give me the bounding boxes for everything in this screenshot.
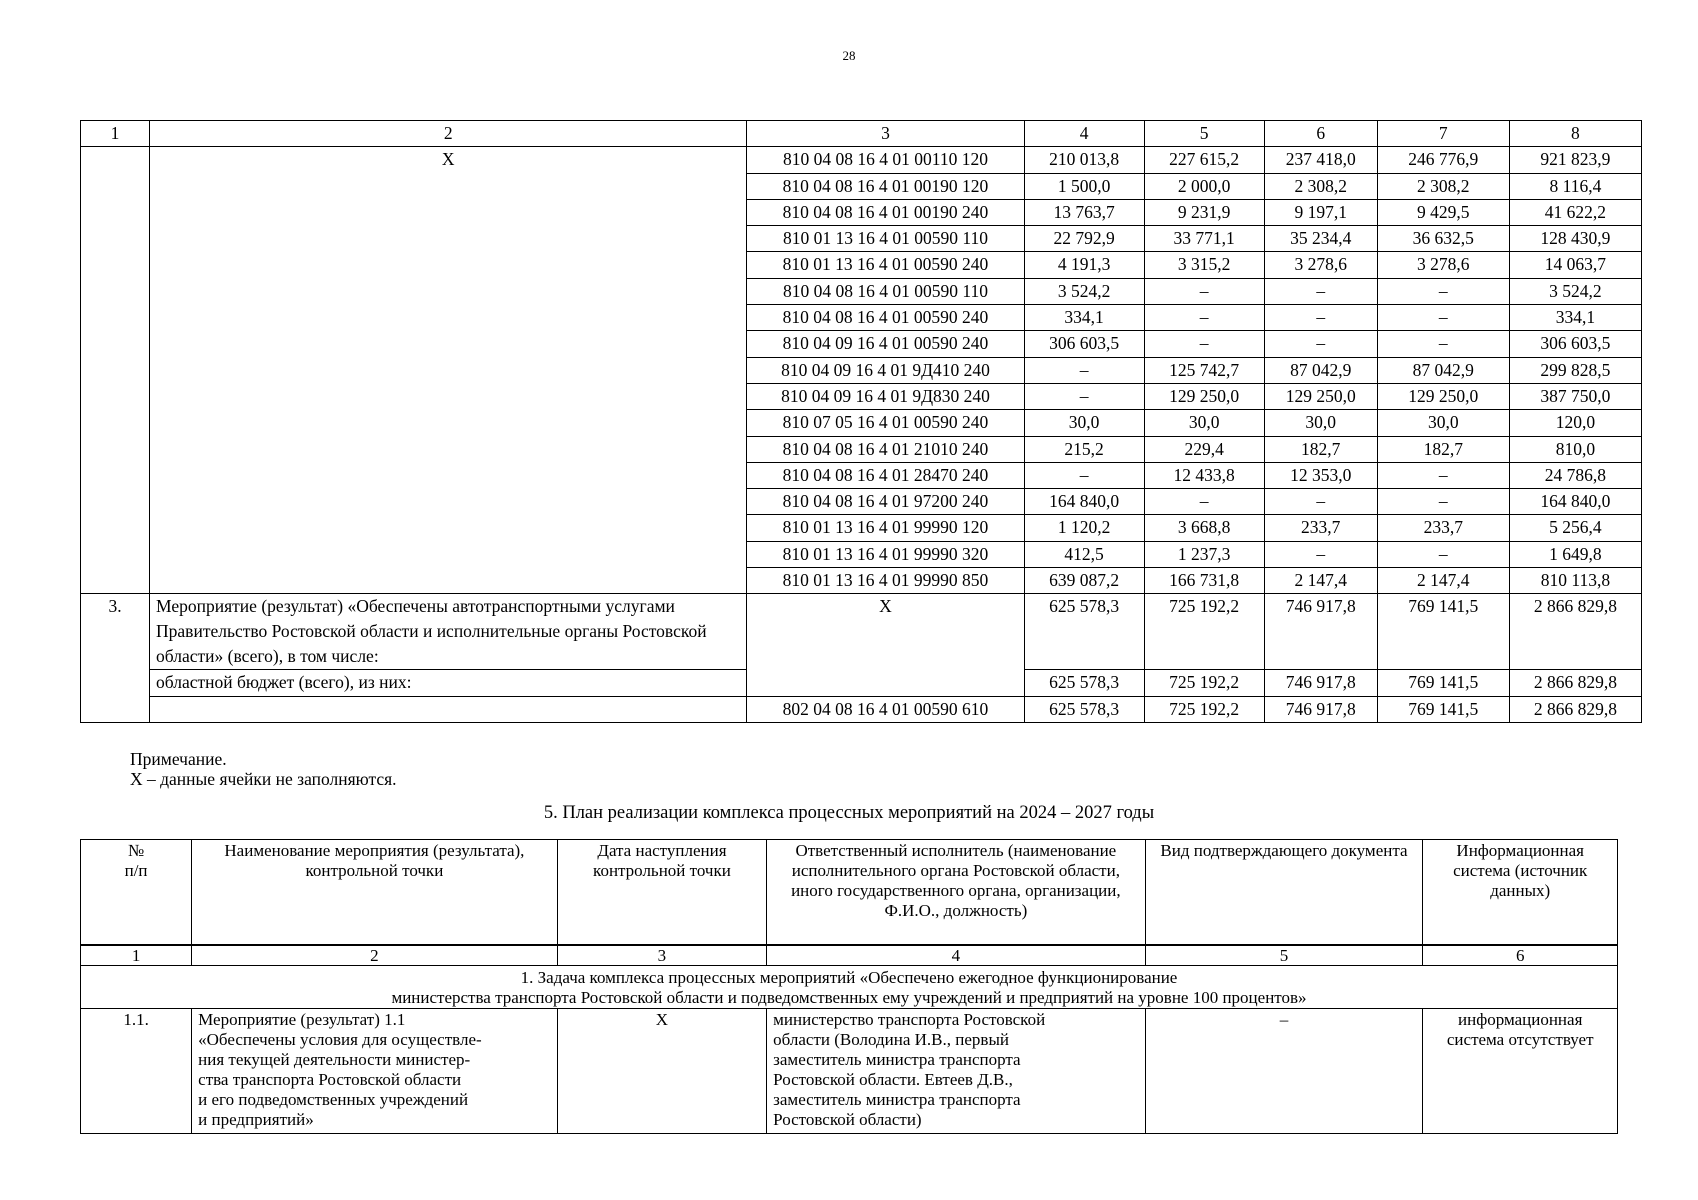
value-cell: – xyxy=(1024,357,1144,383)
value-cell: 769 141,5 xyxy=(1377,670,1509,696)
value-cell: – xyxy=(1144,305,1264,331)
value-cell: – xyxy=(1144,331,1264,357)
value-cell: 14 063,7 xyxy=(1509,252,1641,278)
value-cell: 769 141,5 xyxy=(1377,696,1509,722)
row-executor-line: министерство транспорта Ростовской xyxy=(773,1010,1046,1029)
value-cell: 5 256,4 xyxy=(1509,515,1641,541)
column-number: 5 xyxy=(1145,945,1423,966)
value-cell: 210 013,8 xyxy=(1024,147,1144,173)
value-cell: 166 731,8 xyxy=(1144,568,1264,594)
page-number: 28 xyxy=(842,48,856,63)
budget-code: 810 04 08 16 4 01 00590 240 xyxy=(747,305,1024,331)
budget-code: 810 07 05 16 4 01 00590 240 xyxy=(747,410,1024,436)
value-cell: 2 866 829,8 xyxy=(1509,696,1641,722)
value-cell: 33 771,1 xyxy=(1144,226,1264,252)
value-cell: 299 828,5 xyxy=(1509,357,1641,383)
value-cell: – xyxy=(1264,278,1377,304)
row-name-line: «Обеспечены условия для осуществле- xyxy=(198,1030,482,1049)
value-cell: 810,0 xyxy=(1509,436,1641,462)
row-executor-line: заместитель министра транспорта xyxy=(773,1050,1021,1069)
budget-code: 810 04 08 16 4 01 00190 240 xyxy=(747,199,1024,225)
value-cell: – xyxy=(1377,278,1509,304)
table-row xyxy=(81,147,1642,173)
section-title: 5. План реализации комплекса процессных мероприятий на 2024 – 2027 годы xyxy=(543,803,1155,823)
row-document: – xyxy=(1145,1009,1423,1134)
row-executor-line: области (Володина И.В., первый xyxy=(773,1030,1009,1049)
header-info-system: Информационная система (источник данных) xyxy=(1423,840,1618,946)
value-cell: 12 433,8 xyxy=(1144,462,1264,488)
row-name-line: Мероприятие (результат) 1.1 xyxy=(198,1010,406,1029)
column-number: 3 xyxy=(747,121,1024,147)
value-cell: 2 147,4 xyxy=(1264,568,1377,594)
column-number: 4 xyxy=(767,945,1145,966)
row-info-system xyxy=(1423,1009,1618,1134)
column-number: 4 xyxy=(1024,121,1144,147)
value-cell: 769 141,5 xyxy=(1377,594,1509,670)
budget-code: 810 04 09 16 4 01 9Д830 240 xyxy=(747,383,1024,409)
budget-code: 810 04 08 16 4 01 28470 240 xyxy=(747,462,1024,488)
budget-code: 810 01 13 16 4 01 00590 240 xyxy=(747,252,1024,278)
budget-code: 810 01 13 16 4 01 99990 320 xyxy=(747,541,1024,567)
table2-header-row xyxy=(81,840,1618,946)
value-cell: 625 578,3 xyxy=(1024,594,1144,670)
value-cell: 22 792,9 xyxy=(1024,226,1144,252)
value-cell: 3 668,8 xyxy=(1144,515,1264,541)
value-cell: – xyxy=(1264,489,1377,515)
value-cell: 1 237,3 xyxy=(1144,541,1264,567)
value-cell: 746 917,8 xyxy=(1264,696,1377,722)
table-row xyxy=(81,696,1642,722)
column-number: 6 xyxy=(1264,121,1377,147)
item-code: X xyxy=(747,594,1024,696)
header-date: Дата наступления контрольной точки xyxy=(557,840,766,946)
value-cell: 2 866 829,8 xyxy=(1509,594,1641,670)
row-name xyxy=(192,1009,558,1134)
header-executor: Ответственный исполнитель (наименование исполнительного органа Ростовской области, иного государственного органа, организации, Ф.И.О., должность) xyxy=(767,840,1145,946)
header-number: № п/п xyxy=(81,840,192,946)
value-cell: 2 308,2 xyxy=(1377,173,1509,199)
value-cell: – xyxy=(1377,541,1509,567)
value-cell: 3 524,2 xyxy=(1024,278,1144,304)
budget-code: 810 04 08 16 4 01 00190 120 xyxy=(747,173,1024,199)
row-number-cell xyxy=(81,147,150,594)
row-info-system-line: информационная xyxy=(1458,1010,1583,1029)
row-info-system-line: система отсутствует xyxy=(1446,1030,1594,1049)
value-cell: 625 578,3 xyxy=(1024,696,1144,722)
value-cell: 306 603,5 xyxy=(1509,331,1641,357)
column-number: 1 xyxy=(81,121,150,147)
row-name-line: и предприятий» xyxy=(198,1110,314,1129)
column-number: 1 xyxy=(81,945,192,966)
value-cell: 215,2 xyxy=(1024,436,1144,462)
column-number: 2 xyxy=(192,945,558,966)
financing-table xyxy=(80,120,1642,723)
value-cell: 2 000,0 xyxy=(1144,173,1264,199)
row-executor-line: Ростовской области) xyxy=(773,1110,922,1129)
value-cell: 810 113,8 xyxy=(1509,568,1641,594)
task-row xyxy=(81,966,1618,1009)
column-number: 8 xyxy=(1509,121,1641,147)
value-cell: 13 763,7 xyxy=(1024,199,1144,225)
header-document: Вид подтверждающего документа xyxy=(1145,840,1423,946)
value-cell: 2 866 829,8 xyxy=(1509,670,1641,696)
value-cell: 87 042,9 xyxy=(1264,357,1377,383)
row-name-line: и его подведомственных учреждений xyxy=(198,1090,469,1109)
row-name-line: ства транспорта Ростовской области xyxy=(198,1070,462,1089)
value-cell: 237 418,0 xyxy=(1264,147,1377,173)
empty-cell xyxy=(150,696,747,722)
value-cell: 1 120,2 xyxy=(1024,515,1144,541)
value-cell: – xyxy=(1144,278,1264,304)
value-cell: 9 197,1 xyxy=(1264,199,1377,225)
budget-code: 810 01 13 16 4 01 00590 110 xyxy=(747,226,1024,252)
budget-code: 810 04 08 16 4 01 00110 120 xyxy=(747,147,1024,173)
value-cell: – xyxy=(1377,462,1509,488)
table-row xyxy=(81,1009,1618,1134)
row-executor xyxy=(767,1009,1145,1134)
value-cell: 387 750,0 xyxy=(1509,383,1641,409)
item-number: 3. xyxy=(81,594,150,723)
budget-code: 810 01 13 16 4 01 99990 120 xyxy=(747,515,1024,541)
budget-code: 810 04 09 16 4 01 9Д410 240 xyxy=(747,357,1024,383)
value-cell: 334,1 xyxy=(1509,305,1641,331)
note xyxy=(130,749,397,789)
value-cell: 2 308,2 xyxy=(1264,173,1377,199)
value-cell: – xyxy=(1377,489,1509,515)
value-cell: 36 632,5 xyxy=(1377,226,1509,252)
value-cell: 120,0 xyxy=(1509,410,1641,436)
value-cell: – xyxy=(1264,305,1377,331)
row-number: 1.1. xyxy=(81,1009,192,1134)
value-cell: 246 776,9 xyxy=(1377,147,1509,173)
item3-row xyxy=(81,594,1642,670)
value-cell: – xyxy=(1144,489,1264,515)
value-cell: 3 524,2 xyxy=(1509,278,1641,304)
value-cell: – xyxy=(1377,331,1509,357)
value-cell: 129 250,0 xyxy=(1264,383,1377,409)
value-cell: 4 191,3 xyxy=(1024,252,1144,278)
value-cell: – xyxy=(1024,462,1144,488)
row-executor-line: заместитель министра транспорта xyxy=(773,1090,1021,1109)
value-cell: 229,4 xyxy=(1144,436,1264,462)
budget-code: 810 01 13 16 4 01 99990 850 xyxy=(747,568,1024,594)
value-cell: 3 315,2 xyxy=(1144,252,1264,278)
regional-budget-label: областной бюджет (всего), из них: xyxy=(150,670,747,696)
note-text: Х – данные ячейки не заполняются. xyxy=(130,769,397,789)
value-cell: 87 042,9 xyxy=(1377,357,1509,383)
note-title: Примечание. xyxy=(130,749,227,769)
budget-code: 810 04 08 16 4 01 00590 110 xyxy=(747,278,1024,304)
value-cell: 30,0 xyxy=(1264,410,1377,436)
value-cell: 129 250,0 xyxy=(1144,383,1264,409)
budget-code: 810 04 08 16 4 01 21010 240 xyxy=(747,436,1024,462)
value-cell: – xyxy=(1024,383,1144,409)
value-cell: 35 234,4 xyxy=(1264,226,1377,252)
value-cell: 3 278,6 xyxy=(1377,252,1509,278)
value-cell: 182,7 xyxy=(1377,436,1509,462)
value-cell: 412,5 xyxy=(1024,541,1144,567)
value-cell: 30,0 xyxy=(1144,410,1264,436)
row-executor-line: Ростовской области. Евтеев Д.В., xyxy=(773,1070,1013,1089)
value-cell: 1 649,8 xyxy=(1509,541,1641,567)
column-number: 3 xyxy=(557,945,766,966)
value-cell: 746 917,8 xyxy=(1264,594,1377,670)
column-number: 5 xyxy=(1144,121,1264,147)
task-heading-line: 1. Задача комплекса процессных мероприятий «Обеспечено ежегодное функционирование xyxy=(520,968,1178,987)
value-cell: 12 353,0 xyxy=(1264,462,1377,488)
value-cell: 24 786,8 xyxy=(1509,462,1641,488)
column-number: 7 xyxy=(1377,121,1509,147)
value-cell: 30,0 xyxy=(1377,410,1509,436)
value-cell: 125 742,7 xyxy=(1144,357,1264,383)
value-cell: 128 430,9 xyxy=(1509,226,1641,252)
value-cell: 164 840,0 xyxy=(1509,489,1641,515)
value-cell: 725 192,2 xyxy=(1144,670,1264,696)
value-cell: 725 192,2 xyxy=(1144,594,1264,670)
budget-code: 810 04 09 16 4 01 00590 240 xyxy=(747,331,1024,357)
value-cell: 1 500,0 xyxy=(1024,173,1144,199)
implementation-plan-table xyxy=(80,839,1618,1134)
value-cell: 306 603,5 xyxy=(1024,331,1144,357)
item-name: Мероприятие (результат) «Обеспечены автотранспортными услугами Правительство Ростовской области и исполнительные органы Ростовской области» (всего), в том числе: xyxy=(150,594,747,670)
value-cell: 334,1 xyxy=(1024,305,1144,331)
value-cell: 725 192,2 xyxy=(1144,696,1264,722)
value-cell: – xyxy=(1264,331,1377,357)
value-cell: 921 823,9 xyxy=(1509,147,1641,173)
header-name: Наименование мероприятия (результата), контрольной точки xyxy=(192,840,558,946)
value-cell: 129 250,0 xyxy=(1377,383,1509,409)
column-number: 2 xyxy=(150,121,747,147)
value-cell: – xyxy=(1377,305,1509,331)
table1-header-row xyxy=(81,121,1642,147)
value-cell: 746 917,8 xyxy=(1264,670,1377,696)
value-cell: 233,7 xyxy=(1264,515,1377,541)
value-cell: 9 429,5 xyxy=(1377,199,1509,225)
value-cell: 625 578,3 xyxy=(1024,670,1144,696)
row-date: Х xyxy=(557,1009,766,1134)
value-cell: 227 615,2 xyxy=(1144,147,1264,173)
value-cell: 233,7 xyxy=(1377,515,1509,541)
value-cell: 41 622,2 xyxy=(1509,199,1641,225)
value-cell: – xyxy=(1264,541,1377,567)
row-name-line: ния текущей деятельности министер- xyxy=(198,1050,471,1069)
value-cell: 182,7 xyxy=(1264,436,1377,462)
x-mark: X xyxy=(150,147,747,594)
value-cell: 8 116,4 xyxy=(1509,173,1641,199)
value-cell: 639 087,2 xyxy=(1024,568,1144,594)
value-cell: 2 147,4 xyxy=(1377,568,1509,594)
budget-code: 802 04 08 16 4 01 00590 610 xyxy=(747,696,1024,722)
budget-code: 810 04 08 16 4 01 97200 240 xyxy=(747,489,1024,515)
value-cell: 164 840,0 xyxy=(1024,489,1144,515)
task-heading xyxy=(81,966,1618,1009)
column-number: 6 xyxy=(1423,945,1618,966)
value-cell: 9 231,9 xyxy=(1144,199,1264,225)
table2-column-numbers-row xyxy=(81,945,1618,966)
value-cell: 30,0 xyxy=(1024,410,1144,436)
task-heading-line: министерства транспорта Ростовской области и подведомственных ему учреждений и предприятий на уровне 100 процентов» xyxy=(391,988,1307,1007)
value-cell: 3 278,6 xyxy=(1264,252,1377,278)
